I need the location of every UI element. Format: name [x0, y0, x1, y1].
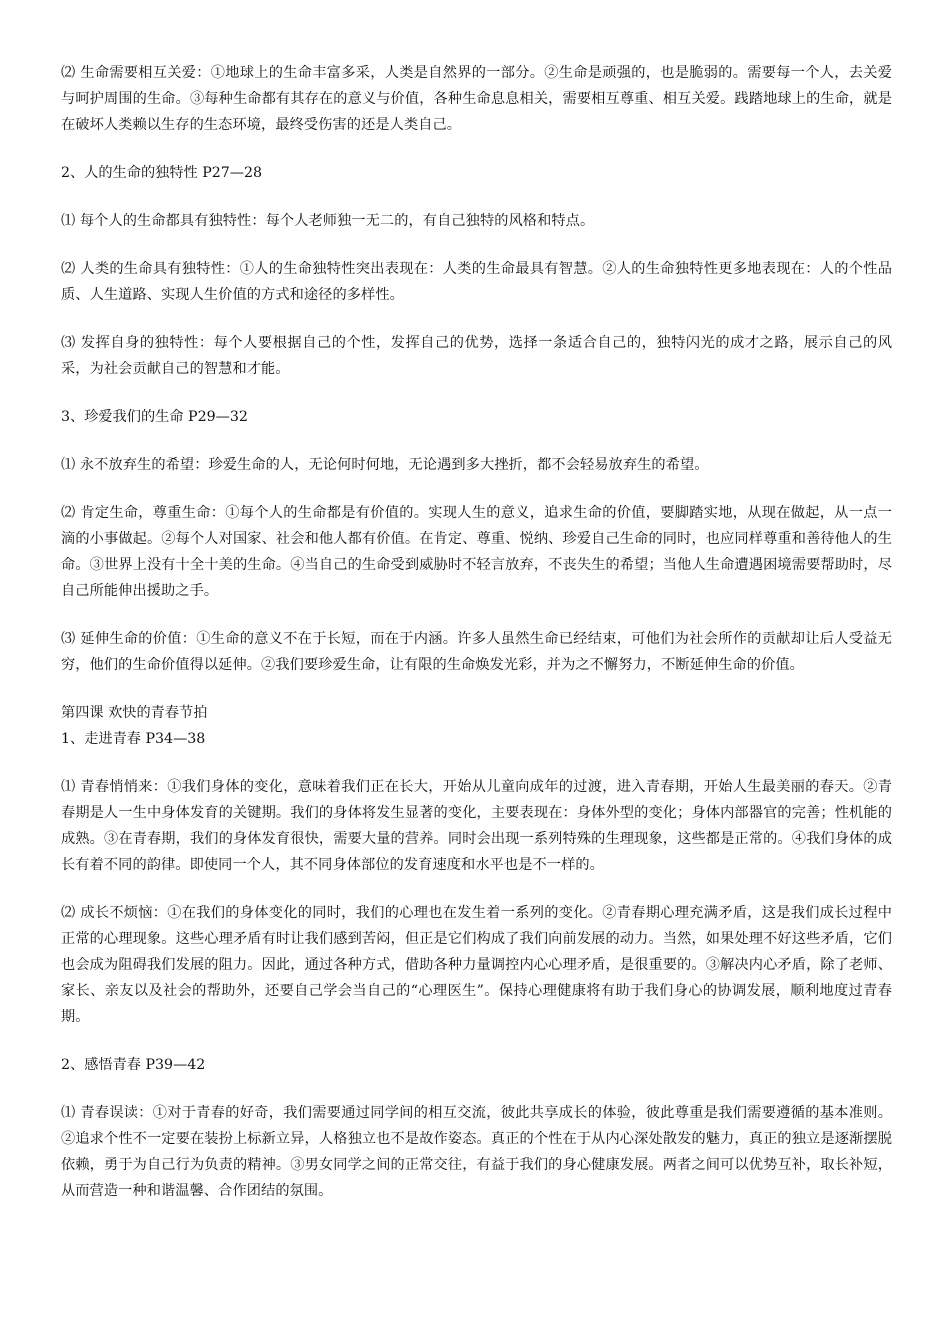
lesson-heading: 第四课 欢快的青春节拍 — [61, 705, 208, 721]
paragraph-life-care: ⑵ 生命需要相互关爱：①地球上的生命丰富多采，人类是自然界的一部分。②生命是顽强的，也是脆弱的。需要每一个人，去关爱与呵护周围的生命。③每种生命都有其存在的意义与价值，各种生命息息相关，需要相互尊重、相互关爱。践踏地球上的生命，就是在破坏人类赖以生存的生态环境，最终受伤害的还是人类自己。 — [61, 65, 892, 133]
paragraph-never-give-up: ⑴ 永不放弃生的希望：珍爱生命的人，无论何时何地，无论遇到多大挫折，都不会轻易放弃生的希望。 — [61, 457, 709, 473]
section-heading-uniqueness: 2、人的生命的独特性 P27—28 — [61, 165, 263, 181]
paragraph-develop-uniqueness: ⑶ 发挥自身的独特性：每个人要根据自己的个性，发挥自己的优势，选择一条适合自己的，独特闪光的成才之路，展示自己的风采，为社会贡献自己的智慧和才能。 — [61, 335, 892, 377]
section-heading-enter-youth: 1、走进青春 P34—38 — [61, 731, 206, 747]
paragraph-youth-arrives: ⑴ 青春悄悄来：①我们身体的变化，意味着我们正在长大，开始从儿童向成年的过渡，进入青春期，开始人生最美丽的春天。②青春期是人一生中身体发育的关键期。我们的身体将发生显著的变化，主要表现在：身体外型的变化；身体内部器官的完善；性机能的成熟。③在青春期，我们的身体发育很快，需要大量的营养。同时会出现一系列特殊的生理现象，这些都是正常的。④我们身体的成长有着不同的韵律。即使同一个人，其不同身体部位的发育速度和水平也是不一样的。 — [61, 779, 892, 873]
paragraph-human-uniqueness: ⑵ 人类的生命具有独特性：①人的生命独特性突出表现在：人类的生命最具有智慧。②人的生命独特性更多地表现在：人的个性品质、人生道路、实现人生价值的方式和途径的多样性。 — [61, 261, 892, 303]
section-heading-perceive-youth: 2、感悟青春 P39—42 — [61, 1057, 206, 1073]
paragraph-respect-life: ⑵ 肯定生命，尊重生命：①每个人的生命都是有价值的。实现人生的意义，追求生命的价值，要脚踏实地，从现在做起，从一点一滴的小事做起。②每个人对国家、社会和他人都有价值。在肯定、尊重、悦纳、珍爱自己生命的同时，也应同样尊重和善待他人的生命。③世界上没有十全十美的生命。④当自己的生命受到威胁时不轻言放弃，不丧失生的希望；当他人生命遭遇困境需要帮助时，尽自己所能伸出援助之手。 — [61, 505, 892, 599]
paragraph-individual-uniqueness: ⑴ 每个人的生命都具有独特性：每个人老师独一无二的，有自己独特的风格和特点。 — [61, 213, 595, 229]
paragraph-growth-worries: ⑵ 成长不烦恼：①在我们的身体变化的同时，我们的心理也在发生着一系列的变化。②青春期心理充满矛盾，这是我们成长过程中正常的心理现象。这些心理矛盾有时让我们感到苦闷，但正是它们构成了我们向前发展的动力。当然，如果处理不好这些矛盾，它们也会成为阻碍我们发展的阻力。因此，通过各种方式，借助各种力量调控内心心理矛盾，是很重要的。③解决内心矛盾，除了老师、家长、亲友以及社会的帮助外，还要自己学会当自己的“心理医生”。保持心理健康将有助于我们身心的协调发展，顺利地度过青春期。 — [61, 905, 892, 1025]
paragraph-youth-misreading: ⑴ 青春误读：①对于青春的好奇，我们需要通过同学间的相互交流，彼此共享成长的体验，彼此尊重是我们需要遵循的基本准则。②追求个性不一定要在装扮上标新立异，人格独立也不是故作姿态。真正的个性在于从内心深处散发的魅力，真正的独立是逐渐摆脱依赖，勇于为自己行为负责的精神。③男女同学之间的正常交往，有益于我们的身心健康发展。两者之间可以优势互补，取长补短，从而营造一种和谐温馨、合作团结的氛围。 — [61, 1105, 892, 1199]
paragraph-extend-value: ⑶ 延伸生命的价值：①生命的意义不在于长短，而在于内涵。许多人虽然生命已经结束，可他们为社会所作的贡献却让后人受益无穷，他们的生命价值得以延伸。②我们要珍爱生命，让有限的生命焕发光彩，并为之不懈努力，不断延伸生命的价值。 — [61, 631, 892, 673]
section-heading-cherish-life: 3、珍爱我们的生命 P29—32 — [61, 409, 248, 425]
